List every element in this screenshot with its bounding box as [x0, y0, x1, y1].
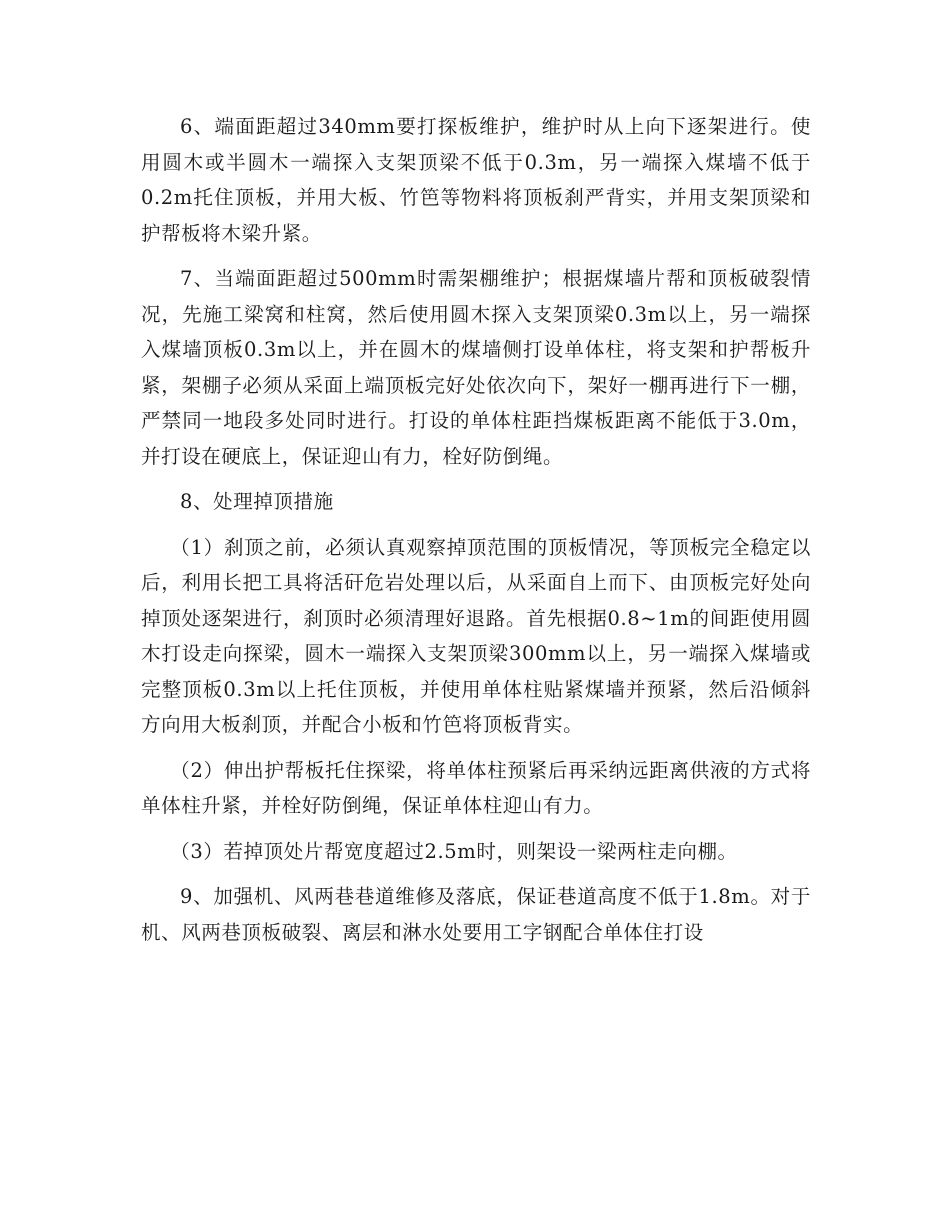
paragraph-8-3: （3）若掉顶处片帮宽度超过2.5m时，则架设一梁两柱走向棚。	[170, 839, 738, 863]
paragraph-8-2: （2）伸出护帮板托住探梁，将单体柱预紧后再采纳远距离供液的方式将单体柱升紧，并栓好防倒绳，保证单体柱迎山有力。	[141, 758, 811, 817]
paragraph-9: 9、加强机、风两巷巷道维修及落底，保证巷道高度不低于1.8m。对于机、风两巷顶板破裂、离层和淋水处要用工字钢配合单体住打设	[141, 885, 811, 944]
paragraph-6: 6、端面距超过340mm要打探板维护，维护时从上向下逐架进行。使用圆木或半圆木一端探入支架顶梁不低于0.3m，另一端探入煤墙不低于0.2m托住顶板，并用大板、竹笆等物料将顶板刹严背实，并用支架顶梁和护帮板将木梁升紧。	[141, 115, 811, 245]
document-body	[141, 109, 811, 950]
paragraph-8-1: （1）刹顶之前，必须认真观察掉顶范围的顶板情况，等顶板完全稳定以后，利用长把工具将活矸危岩处理以后，从采面自上而下、由顶板完好处向掉顶处逐架进行，刹顶时必须清理好退路。首先根据0.8~1m的间距使用圆木打设走向探梁，圆木一端探入支架顶梁300mm以上，另一端探入煤墙或完整顶板0.3m以上托住顶板，并使用单体柱贴紧煤墙并预紧，然后沿倾斜方向用大板刹顶，并配合小板和竹笆将顶板背实。	[141, 535, 811, 736]
paragraph-7: 7、当端面距超过500mm时需架棚维护；根据煤墙片帮和顶板破裂情况，先施工梁窝和柱窝，然后使用圆木探入支架顶梁0.3m以上，另一端探入煤墙顶板0.3m以上，并在圆木的煤墙侧打设单体柱，将支架和护帮板升紧，架棚子必须从采面上端顶板完好处依次向下，架好一棚再进行下一棚，严禁同一地段多处同时进行。打设的单体柱距挡煤板距离不能低于3.0m，并打设在硬底上，保证迎山有力，栓好防倒绳。	[141, 267, 811, 468]
paragraph-8-heading: 8、处理掉顶措施	[180, 490, 334, 513]
